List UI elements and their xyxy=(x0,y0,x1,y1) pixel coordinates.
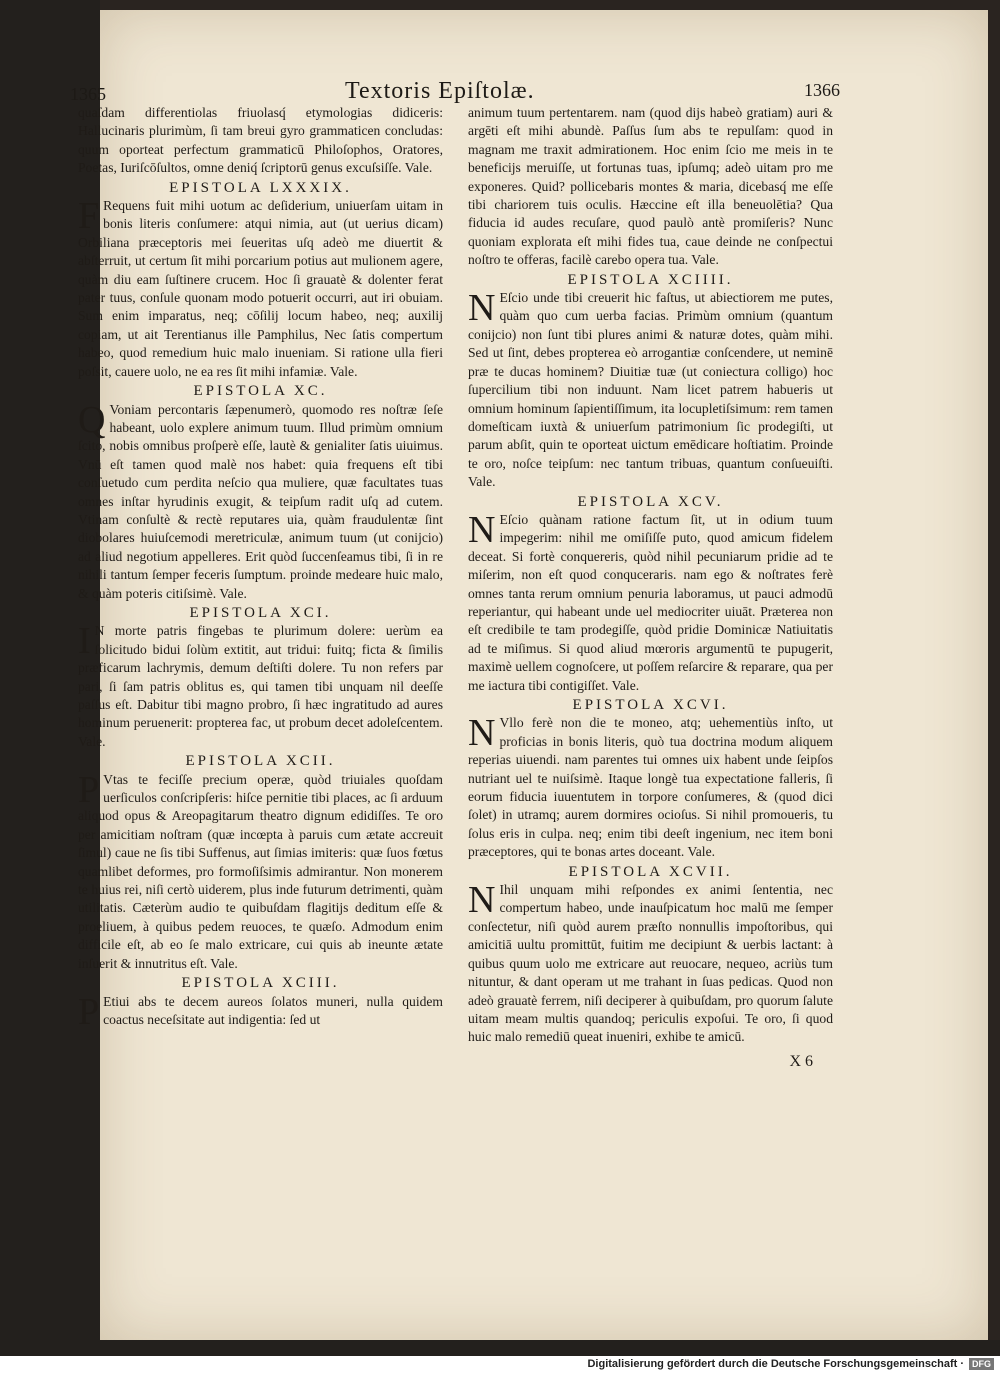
footer-credit: Digitalisierung gefördert durch die Deutsche Forschungsgemeinschaft · xyxy=(587,1358,964,1370)
paragraph-text: Vtas te feciſſe precium operæ, quòd triuiales quoſdam uerſiculos conſcripſeris: hiſce pernitie tibi places, ac ſi arduum aliquod opus & Areopagitarum theatro dignum edidiſſes. Te oro per amicitiam noſtram (quæ incœpta à paruis cum ætate accreuit ſimul) caue ne ſis tibi Suffenus, aut ſimias imiteris: quæ ſuos fœtus quamlibet deformes, pro formoſiſsimis admirantur. Non monerem te huius rei, niſi certò uiderem, plus inde futurum detrimenti, quàm utilitatis. Cæterùm audio te quibuſdam flagitijs deditum eſſe & proeliuem, à quibus pedem reuoces, te quæſo. Admodum enim difficile eſt, ab eo ſe malo extricare, cui quis ab ineunte ætate inſuerit & innutritus eſt. Vale. xyxy=(78,771,443,971)
page-number-right: 1366 xyxy=(804,80,840,100)
drop-cap: I xyxy=(78,620,91,663)
paragraph-text: animum tuum pertentarem. nam (quod dijs habeò gratiam) auri & argēti eſt mihi abundè. Paſſus ſum abs te repulſam: quod in magnam me traxit admirationem. Hoc enim ſcio me meis in te beneficijs meruiſſe, ut fortunas tuas, ipſumq; adeò uitam pro me exponeres. Quid? pollicebaris montes & maria, dicebasq́ me eſſe tibi chariorem tuis oculis. Hæccine eſt illa beneuolētia? Qua fiducia id audes recuſare, quod paulò antè promiſeris? Nunc quoniam explorata eſt mihi fides tua, caue deinde ne conſpectui noſtro te offeras, facilè carebo opera tua. Vale. xyxy=(468,105,833,268)
drop-cap: N xyxy=(468,287,496,330)
letter-paragraph xyxy=(78,398,443,603)
letter-paragraph xyxy=(78,104,443,178)
epistola-heading: EPISTOLA XC. xyxy=(193,383,328,400)
paragraph-text: Requens fuit mihi uotum ac deſiderium, uniuerſam uitam in bonis literis conſumere: atqui nimia, aut (ut uerius dicam) Orbiliana præceptoris mei ſeueritas uſq adeò me diuertit & abſterruit, ut certum ſit mihi porcarium potius aut mulionem agere, quàm diu eam ſuſtinere crucem. Hoc ſi grauatè & dolenter ferat pater tuus, conſule quonam modo potuerit occurri, aut iri obuiam. Sum enim imparatus, neq; cōſilij locum habeo, neq; auxilij copiam, ut ait Terentianus ille Pamphilus, Nec ſatis compertum habeo, quod remedium huic malo inueniam. Si ratione ulla fieri poſsit, cauere uolo, ne ea res ſit mihi infamiæ. Vale. xyxy=(78,198,443,379)
paragraph-text: Etiui abs te decem aureos ſolatos muneri, nulla quidem coactus neceſsitate aut indigentia: ſed ut xyxy=(103,993,443,1027)
letter-paragraph xyxy=(78,990,443,1033)
paragraph-text: Voniam percontaris ſæpenumerò, quomodo res noſtræ ſeſe habeant, uolo explere animum tuum. Illud primùm omnium ſcito, nobis omnibus proſperè eſſe, lautè & genialiter ſatis uiuimus. Vnū eſt tamen quod malè nos habet: quia frequens eſt tibi conſuetudo cum perdita neſcio qua muliere, quæ facultates tuas omnes inſtar hyrudinis exugit, & teipſum radit uſq ad cutem. Vtinam conſultè & rectè reputares uia, quàm fraudulentæ ſint diobolares huiuſcemodi meretriculæ, animum tuum (ut conijcio) ad aliud negotium appelleres. Erit quòd ſuccenſeamus tibi, ſi in re nihili tantum ſemper feceris ſumptum. proinde medeare huic malo, & quàm poteris citiſsimè. Vale. xyxy=(78,401,443,601)
drop-cap: Q xyxy=(78,398,106,441)
epistola-heading: EPISTOLA XCII. xyxy=(185,753,336,770)
paragraph-text: quaſdam differentiolas friuolasq́ etymologias didiceris: Hallucinaris plurimùm, ſi tam breui gyro grammaticen concludas: quum oporteat perfectum grammaticū Philoſophos, Oratores, Poetas, Iuriſcōſultos, omne deniq́ ſcriptorū genus excuſsiſſe. Vale. xyxy=(78,105,443,176)
paragraph-text: Ihil unquam mihi reſpondes ex animi ſententia, nec compertum habeo, unde inauſpicatum hoc malū me ſemper conſectetur, niſi quòd aurem præſto nonnullis impoſtoribus, qui amicitiā uultu promittūt, fuitim me decipiunt & uerbis lactant: à quibus quum uolo me extricare aut reuocare, nequeo, acriùs tum nituntur, & dant operam ut me trahant in ſuas pedicas. Quod non adeò grauatè ferrem, niſi deciperer à quibuſdam, pro quorum ſalute uitam meam multis quandoq; periculis expoſui. Te oro, ſi quod huic malo remediū queat inueniri, exhibe te amicū. xyxy=(468,882,833,1045)
letter-paragraph xyxy=(468,289,833,491)
page-number-left: 1365 xyxy=(70,84,106,104)
drop-cap: P xyxy=(78,768,100,811)
epistola-heading: EPISTOLA XCV. xyxy=(577,493,724,510)
letter-paragraph xyxy=(468,104,833,270)
running-title: Textoris Epiſtolæ. xyxy=(345,78,535,104)
paragraph-text: Vllo ferè non die te moneo, atq; uehementiùs inſto, ut proficias in bonis literis, quò tua doctrina modum aliquem reperias uiuendi. nam parentes tui omnes uix habent unde ſeipſos nutriant uel te nuiſsimè. Itaque longè tua expectatione falleris, ſi eorum fiducia iuuentutem in torpore conſumeres, & (quod dici ſolet) in utramq; aurem dormires ocioſus. Si nihil promoueris, tu ſolus eris in culpa. neq; enim tibi deeſt ingenium, nec item boni præceptores, qui te bonas artes doceant. Vale. xyxy=(468,715,833,860)
drop-cap: P xyxy=(78,990,100,1033)
letter-paragraph xyxy=(468,881,833,1047)
running-header xyxy=(70,78,840,106)
right-column xyxy=(468,104,833,1071)
letter-paragraph xyxy=(78,197,443,381)
epistola-heading: EPISTOLA LXXXIX. xyxy=(169,179,352,196)
drop-cap: N xyxy=(468,879,496,922)
dfg-logo: DFG xyxy=(969,1358,994,1370)
epistola-heading: EPISTOLA XCIIII. xyxy=(567,271,734,288)
signature-mark: X 6 xyxy=(789,1052,813,1070)
epistola-heading: EPISTOLA XCVI. xyxy=(572,697,729,713)
epistola-heading: EPISTOLA XCI. xyxy=(189,604,332,621)
drop-cap: N xyxy=(468,712,496,755)
drop-cap: N xyxy=(468,508,496,551)
footer-bar xyxy=(0,1356,1000,1376)
paragraph-text: N morte patris fingebas te plurimum dolere: uerùm ea ſolicitudo bidui ſolùm extitit, aut tridui: fuitq; ficta & ſimilis præficarum lachrymis, demum deſtiſti dolere. Tu non refers par pari, ſi ſam patris oblitus es, qui tamen tibi unquam nil deeſſe paſſus eſt. Dabitur tibi magno probro, ſi hæc ingratitudo ad aures hominum peruenerit: propterea fac, ut probum decet adoleſcentem. Vale. xyxy=(78,623,443,749)
epistola-heading: EPISTOLA XCIII. xyxy=(181,975,340,992)
letter-paragraph xyxy=(468,714,833,861)
paragraph-text: Eſcio unde tibi creuerit hic faſtus, ut abiectiorem me putes, quàm quo cum uerba facias. Primùm omnium (quantum conijcio) non ſunt tibi plures animi & naturæ dotes, quàm mihi. Sed ut ſint, debes propterea eò arrogantiæ conſcendere, ut neminē præ te ducas hominem? Diuitiæ tuæ (ut coniectura colligo) hoc ſupercilium tibi non induunt. Nam licet patrem habueris ut omnium hominum ſapientiſſimum, ita locupletiſsimum: rem tamen domeſticam iuxtà & uniuerſum patrimonium ſic prodegiſti, ut parum abſit, quin te oporteat uictum emēdicare hoſtiatim. Proinde te oro, noſce teipſum: nec tantum tribuas, quantum conſueuiſti. Vale. xyxy=(468,290,833,490)
scan-border-bottom xyxy=(0,1340,1000,1356)
letter-paragraph xyxy=(468,508,833,695)
letter-paragraph xyxy=(78,622,443,751)
letter-paragraph xyxy=(78,768,443,973)
epistola-heading: EPISTOLA XCVII. xyxy=(568,863,733,880)
paragraph-text: Eſcio quànam ratione factum ſit, ut in odium tuum impegerim: nihil me omiſiſſe puto, quod amicum fidelem deceat. Si fortè conquereris, quòd nihil pecuniarum pridie ad te miſerim, non eſt quod conquceraris. nam ego & noſtrates ferè omnes tanta rerum omnium penuria laboramus, ut pauci admodū reperiantur, qui habeant unde uel mediocriter uiuāt. Præterea non eſt credibile te tam prodegiſſe, quòd pridie Dominicæ Natiuitatis ad te miſimus. Si quod aliud mœroris argumentū te pupugerit, maximè uellem cognoſcere, ut poſſem reſarcire & reparare, qua per me iactura tibi contigiſſet. Vale. xyxy=(468,511,833,693)
left-column xyxy=(78,104,443,1033)
drop-cap: F xyxy=(78,195,100,238)
